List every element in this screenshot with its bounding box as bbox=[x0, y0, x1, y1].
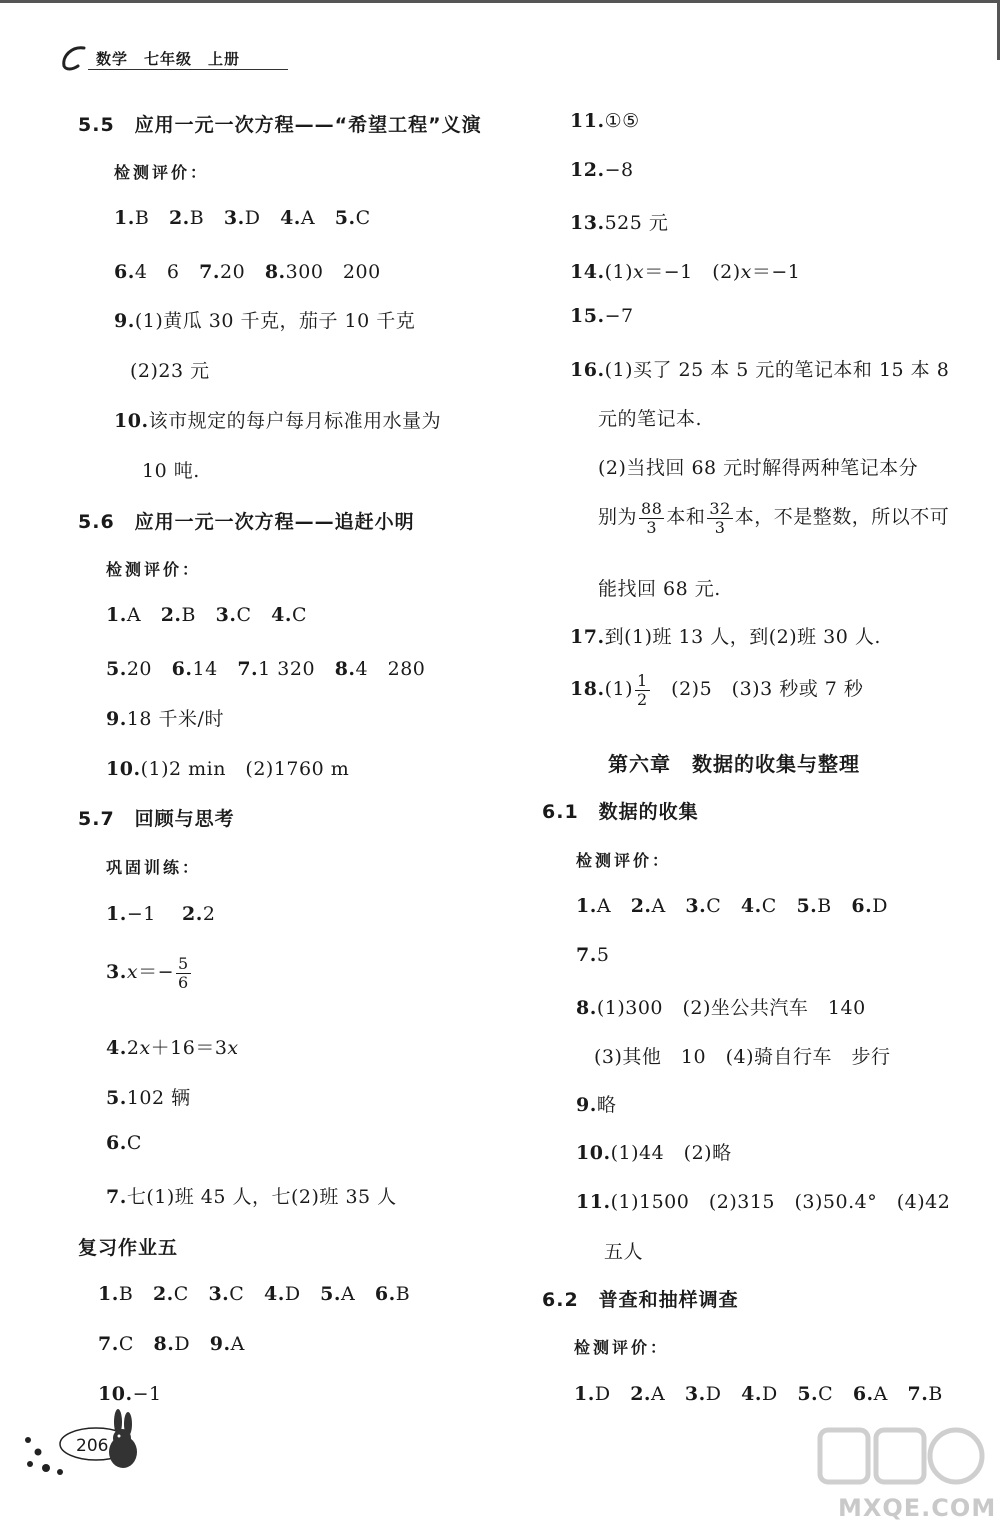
answer-text: −1 bbox=[132, 1383, 162, 1405]
answer-value: 20 bbox=[126, 658, 153, 680]
section-6-2-title: 6.2 普查和抽样调查 bbox=[542, 1289, 739, 1311]
answer-text: −8 bbox=[604, 159, 634, 181]
answer-number: 5. bbox=[796, 895, 818, 917]
answer-value: 1 320 bbox=[258, 658, 316, 680]
answer-number: 5. bbox=[106, 658, 127, 680]
answer-value: 300 200 bbox=[285, 261, 381, 283]
answer-value: 2 bbox=[202, 903, 216, 925]
answer-text: 该市规定的每户每月标准用水量为 bbox=[148, 410, 442, 432]
answer-value: 4 6 bbox=[134, 261, 180, 283]
answer-line bbox=[106, 1033, 239, 1060]
answer-line bbox=[576, 944, 609, 966]
answer-number: 4. bbox=[106, 1037, 127, 1059]
answer-line bbox=[114, 406, 441, 433]
section-6-1-title: 6.1 数据的收集 bbox=[542, 801, 699, 823]
answer-value: B bbox=[181, 604, 197, 626]
answer-value: C bbox=[236, 604, 252, 626]
fraction-numerator: 5 bbox=[177, 954, 189, 973]
section-5-5-subtitle: 检测评价： bbox=[114, 163, 210, 182]
answer-line bbox=[570, 257, 800, 284]
answer-line bbox=[570, 305, 634, 327]
answer-value: D bbox=[705, 1383, 722, 1405]
answer-text: (2)5 (3)3 秒或 7 秒 bbox=[651, 678, 864, 701]
answer-number: 10. bbox=[106, 758, 141, 780]
answer-line: (2)当找回 68 元时解得两种笔记本分 bbox=[598, 457, 919, 479]
answer-text: (1)300 (2)坐公共汽车 140 bbox=[596, 997, 866, 1019]
watermark-text: MXQE.COM bbox=[838, 1494, 997, 1522]
answer-line bbox=[114, 207, 371, 229]
answer-line: 能找回 68 元. bbox=[598, 578, 721, 600]
answer-value: A bbox=[341, 1283, 356, 1305]
header-rule bbox=[88, 69, 288, 70]
section-5-6-subtitle: 检测评价： bbox=[106, 560, 202, 579]
answer-text: 本，不是整数，所以不可 bbox=[734, 506, 950, 529]
answer-number: 6. bbox=[852, 1383, 874, 1405]
answer-line bbox=[570, 159, 634, 181]
answer-number: 7. bbox=[576, 944, 597, 966]
answer-number: 2. bbox=[182, 903, 203, 925]
fraction-denominator: 3 bbox=[646, 517, 658, 537]
variable: x bbox=[227, 1037, 239, 1059]
answer-value: 4 280 bbox=[355, 658, 426, 680]
answer-number: 7. bbox=[199, 261, 220, 283]
answer-number: 5. bbox=[106, 1087, 127, 1109]
fraction bbox=[635, 672, 650, 708]
answer-text: C bbox=[126, 1132, 142, 1154]
swoosh-logo-icon bbox=[58, 42, 94, 72]
answer-line bbox=[576, 1187, 950, 1214]
variable: x bbox=[126, 961, 139, 984]
equation-text: ＝− bbox=[138, 961, 174, 984]
fraction-numerator: 1 bbox=[636, 671, 648, 690]
answer-text: 到(1)班 13 人，到(2)班 30 人. bbox=[604, 626, 881, 648]
answer-number: 3. bbox=[684, 1383, 706, 1405]
answer-text: (1)44 (2)略 bbox=[610, 1142, 732, 1164]
answer-text: 七(1)班 45 人，七(2)班 35 人 bbox=[126, 1186, 397, 1208]
answer-number: 18. bbox=[570, 678, 605, 701]
answer-number: 5. bbox=[797, 1383, 819, 1405]
answer-number: 2. bbox=[630, 895, 652, 917]
answer-number: 7. bbox=[907, 1383, 929, 1405]
variable: x bbox=[740, 261, 752, 283]
answer-value: C bbox=[292, 604, 308, 626]
answer-value: A bbox=[651, 895, 666, 917]
page-number: 206 bbox=[76, 1436, 109, 1456]
answer-line: 五人 bbox=[604, 1241, 644, 1263]
answer-number: 1. bbox=[114, 207, 135, 229]
answer-text: (1)2 min (2)1760 m bbox=[140, 758, 350, 780]
answer-number: 6. bbox=[106, 1132, 127, 1154]
answer-number: 6. bbox=[171, 658, 193, 680]
answer-number: 3. bbox=[685, 895, 707, 917]
fraction-numerator: 32 bbox=[709, 499, 731, 518]
answer-number: 15. bbox=[570, 305, 605, 327]
equation-text: ＋16＝3 bbox=[150, 1037, 228, 1059]
fraction-numerator: 88 bbox=[641, 499, 663, 518]
answer-text: (1)1500 (2)315 (3)50.4° (4)42 bbox=[610, 1191, 951, 1213]
answer-number: 13. bbox=[570, 212, 605, 234]
answer-text: ＝−1 bbox=[751, 261, 801, 283]
answer-line bbox=[570, 208, 668, 235]
answer-line bbox=[570, 110, 640, 132]
answer-number: 3. bbox=[223, 207, 245, 229]
answer-number: 1. bbox=[106, 903, 127, 925]
review-5-title: 复习作业五 bbox=[78, 1237, 179, 1259]
answer-number: 11. bbox=[576, 1191, 611, 1213]
answer-number: 2. bbox=[168, 207, 190, 229]
answer-number: 1. bbox=[106, 604, 127, 626]
answer-value: B bbox=[395, 1283, 411, 1305]
section-6-1-subtitle: 检测评价： bbox=[576, 851, 672, 870]
answer-line bbox=[106, 1132, 142, 1154]
answer-line bbox=[98, 1283, 410, 1305]
answer-number: 3. bbox=[208, 1283, 230, 1305]
answer-number: 4. bbox=[280, 207, 301, 229]
answer-line bbox=[576, 895, 888, 917]
answer-number: 2. bbox=[160, 604, 182, 626]
fraction bbox=[176, 955, 191, 991]
answer-text: ①⑤ bbox=[604, 110, 640, 132]
answer-value: B bbox=[928, 1383, 943, 1405]
answer-number: 3. bbox=[215, 604, 237, 626]
answer-number: 4. bbox=[740, 895, 762, 917]
answer-number: 9. bbox=[209, 1333, 231, 1355]
answer-line bbox=[574, 1383, 943, 1405]
answer-number: 4. bbox=[741, 1383, 762, 1405]
answer-value: B bbox=[118, 1283, 134, 1305]
answer-line: (3)其他 10 (4)骑自行车 步行 bbox=[594, 1046, 891, 1068]
answer-number: 3. bbox=[106, 961, 127, 984]
answer-value: D bbox=[594, 1383, 611, 1405]
answer-number: 2. bbox=[630, 1383, 652, 1405]
answer-value: A bbox=[873, 1383, 888, 1405]
answer-number: 16. bbox=[570, 359, 605, 381]
answer-value: 20 bbox=[220, 261, 246, 283]
answer-line bbox=[576, 993, 866, 1020]
section-5-7-subtitle: 巩固训练： bbox=[106, 858, 202, 877]
answer-value: A bbox=[651, 1383, 666, 1405]
answer-text: ＝−1 (2) bbox=[644, 261, 741, 283]
answer-line bbox=[106, 754, 349, 781]
answer-value: C bbox=[229, 1283, 245, 1305]
answer-text: 525 元 bbox=[604, 212, 669, 234]
section-6-2-subtitle: 检测评价： bbox=[574, 1338, 670, 1357]
equation-text: 2 bbox=[126, 1037, 140, 1059]
answer-text: (1) bbox=[604, 261, 633, 283]
answer-number: 7. bbox=[98, 1333, 119, 1355]
answer-number: 10. bbox=[114, 410, 149, 432]
fraction-denominator: 2 bbox=[636, 689, 648, 709]
answer-number: 8. bbox=[576, 997, 597, 1019]
answer-line: 10 吨. bbox=[142, 460, 200, 482]
answer-text: −7 bbox=[604, 305, 634, 327]
section-5-5-title: 5.5 应用一元一次方程——“希望工程”义演 bbox=[78, 114, 482, 136]
answer-value: C bbox=[706, 895, 722, 917]
answer-number: 6. bbox=[374, 1283, 396, 1305]
answer-line bbox=[106, 704, 224, 731]
answer-number: 9. bbox=[576, 1094, 597, 1116]
answer-line: (2)23 元 bbox=[130, 360, 210, 382]
answer-line bbox=[576, 1090, 616, 1117]
answer-number: 1. bbox=[98, 1283, 119, 1305]
answer-value: C bbox=[818, 1383, 834, 1405]
fraction-denominator: 6 bbox=[177, 972, 189, 992]
variable: x bbox=[632, 261, 645, 283]
answer-number: 1. bbox=[576, 895, 597, 917]
answer-line bbox=[570, 672, 863, 708]
section-5-7-title: 5.7 回顾与思考 bbox=[78, 808, 235, 830]
answer-text: (1)买了 25 本 5 元的笔记本和 15 本 8 bbox=[604, 359, 950, 381]
answer-text: 别为 bbox=[598, 506, 638, 529]
answer-value: −1 bbox=[126, 903, 156, 925]
answer-line bbox=[106, 604, 307, 626]
answer-value: A bbox=[300, 207, 316, 229]
answer-number: 2. bbox=[152, 1283, 174, 1305]
answer-value: A bbox=[596, 895, 612, 917]
answer-line: 元的笔记本. bbox=[598, 408, 703, 430]
answer-number: 8. bbox=[264, 261, 286, 283]
answer-number: 7. bbox=[106, 1186, 127, 1208]
answer-value: C bbox=[761, 895, 777, 917]
answer-number: 6. bbox=[851, 895, 873, 917]
answer-line bbox=[98, 1333, 245, 1355]
answer-number: 10. bbox=[576, 1142, 611, 1164]
answer-text: 102 辆 bbox=[126, 1087, 191, 1109]
answer-number: 5. bbox=[334, 207, 356, 229]
answer-number: 11. bbox=[570, 110, 605, 132]
answer-line bbox=[106, 903, 215, 925]
answer-value: C bbox=[173, 1283, 189, 1305]
answer-line bbox=[570, 355, 949, 382]
answer-number: 1. bbox=[574, 1383, 595, 1405]
answer-value: D bbox=[284, 1283, 301, 1305]
chapter-title: 第六章 数据的收集与整理 bbox=[608, 752, 860, 776]
answer-value: C bbox=[118, 1333, 134, 1355]
answer-line bbox=[106, 1182, 397, 1209]
answer-line bbox=[106, 1083, 191, 1110]
answer-value: A bbox=[126, 604, 142, 626]
answer-value: D bbox=[761, 1383, 778, 1405]
answer-text: 18 千米/时 bbox=[126, 708, 224, 730]
answer-line bbox=[598, 500, 949, 536]
answer-text: 5 bbox=[596, 944, 610, 966]
answer-number: 7. bbox=[237, 658, 259, 680]
answer-value: D bbox=[872, 895, 888, 917]
answer-text: (1)黄瓜 30 千克，茄子 10 千克 bbox=[134, 310, 416, 332]
variable: x bbox=[139, 1037, 151, 1059]
answer-number: 9. bbox=[106, 708, 127, 730]
answer-line bbox=[114, 257, 381, 284]
fraction-denominator: 3 bbox=[714, 517, 726, 537]
answer-text: (1) bbox=[604, 678, 633, 701]
answer-value: C bbox=[355, 207, 371, 229]
answer-line bbox=[106, 654, 425, 681]
answer-text: 本和 bbox=[666, 506, 706, 529]
answer-number: 10. bbox=[98, 1383, 133, 1405]
answer-number: 4. bbox=[271, 604, 292, 626]
answer-number: 8. bbox=[334, 658, 356, 680]
answer-value: B bbox=[817, 895, 832, 917]
section-5-6-title: 5.6 应用一元一次方程——追赶小明 bbox=[78, 511, 415, 533]
answer-number: 6. bbox=[114, 261, 135, 283]
answer-value: D bbox=[174, 1333, 191, 1355]
answer-value: B bbox=[189, 207, 205, 229]
answer-value: 14 bbox=[192, 658, 218, 680]
header-title: 数学 七年级 上册 bbox=[96, 50, 241, 68]
answer-number: 5. bbox=[320, 1283, 342, 1305]
page-header bbox=[58, 42, 298, 72]
answer-number: 12. bbox=[570, 159, 605, 181]
answer-line bbox=[570, 622, 881, 649]
fraction bbox=[707, 500, 732, 536]
answer-number: 9. bbox=[114, 310, 135, 332]
answer-value: A bbox=[230, 1333, 245, 1355]
answer-text: 略 bbox=[596, 1094, 617, 1116]
answer-number: 14. bbox=[570, 261, 605, 283]
answer-value: D bbox=[244, 207, 261, 229]
answer-number: 8. bbox=[153, 1333, 175, 1355]
answer-number: 4. bbox=[263, 1283, 285, 1305]
top-border bbox=[0, 0, 1000, 3]
answer-number: 17. bbox=[570, 626, 605, 648]
answer-line bbox=[106, 955, 193, 991]
answer-line bbox=[576, 1138, 732, 1165]
answer-line bbox=[114, 306, 415, 333]
answer-value: B bbox=[134, 207, 150, 229]
fraction bbox=[639, 500, 664, 536]
